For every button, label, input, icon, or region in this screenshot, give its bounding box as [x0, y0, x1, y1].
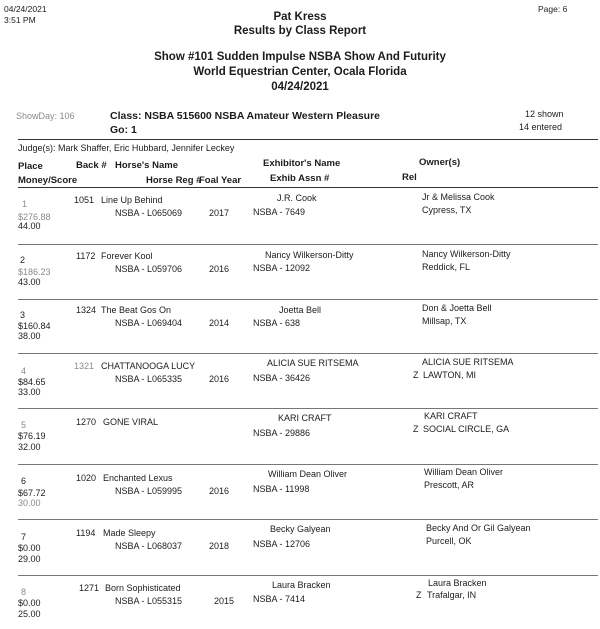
- row-location: LAWTON, MI: [423, 370, 477, 380]
- row-place: 7: [21, 532, 27, 542]
- result-row: [0, 522, 600, 578]
- row-location: Reddick, FL: [422, 262, 471, 272]
- row-divider: [18, 464, 598, 465]
- row-owner: William Dean Oliver: [424, 467, 504, 477]
- row-score: 33.00: [18, 387, 41, 397]
- col-horse-name: Horse's Name: [115, 160, 178, 171]
- row-back: 1324: [76, 305, 97, 315]
- show-venue: World Equestrian Center, Ocala Florida: [193, 66, 407, 78]
- row-divider: [18, 353, 598, 354]
- row-exhibitor: Becky Galyean: [270, 524, 331, 534]
- row-divider: [18, 575, 598, 576]
- row-assn: NSBA - 36426: [253, 373, 311, 383]
- col-back: Back #: [76, 160, 107, 171]
- row-divider: [18, 244, 598, 245]
- row-foal: 2016: [209, 486, 230, 496]
- row-foal: 2016: [209, 264, 230, 274]
- class-title: Class: NSBA 515600 NSBA Amateur Western Pleasure: [110, 110, 381, 122]
- row-place: 8: [21, 587, 27, 597]
- result-row: [0, 190, 600, 246]
- row-score: 44.00: [18, 221, 41, 231]
- row-foal: 2018: [209, 541, 230, 551]
- row-money: $67.72: [18, 488, 46, 498]
- row-location: SOCIAL CIRCLE, GA: [423, 424, 510, 434]
- row-assn: NSBA - 11998: [253, 484, 310, 494]
- result-row: [0, 578, 600, 629]
- col-rel: Rel: [402, 172, 417, 183]
- row-money: $84.65: [18, 377, 46, 387]
- row-owner: ALICIA SUE RITSEMA: [422, 357, 514, 367]
- row-score: 30.00: [18, 498, 41, 508]
- row-horse: Forever Kool: [101, 251, 153, 261]
- row-score: 25.00: [18, 609, 41, 619]
- row-rel: Z: [413, 424, 419, 434]
- row-location: Purcell, OK: [426, 536, 472, 546]
- row-money: $76.19: [18, 431, 46, 441]
- row-foal: 2016: [209, 374, 230, 384]
- print-date: 04/24/2021: [4, 4, 47, 14]
- row-exhibitor: ALICIA SUE RITSEMA: [267, 358, 359, 368]
- row-owner: Jr & Melissa Cook: [422, 192, 495, 202]
- go-number: Go: 1: [110, 124, 137, 136]
- col-owners: Owner(s): [419, 157, 461, 168]
- row-exhibitor: William Dean Oliver: [268, 469, 348, 479]
- col-money-score: Money/Score: [18, 175, 78, 186]
- show-day: ShowDay: 106: [16, 111, 75, 121]
- shown-count: 12 shown: [525, 109, 564, 119]
- row-score: 29.00: [18, 554, 41, 564]
- report-type: Results by Class Report: [233, 25, 367, 37]
- row-location: Cypress, TX: [422, 205, 472, 215]
- col-place: Place: [18, 161, 43, 172]
- result-row: [0, 247, 600, 303]
- row-score: 32.00: [18, 442, 41, 452]
- row-horse: GONE VIRAL: [103, 417, 159, 427]
- row-assn: NSBA - 7649: [253, 207, 306, 217]
- row-reg: NSBA - L068037: [115, 541, 183, 551]
- row-divider: [18, 519, 598, 520]
- row-place: 6: [21, 476, 27, 486]
- result-row: [0, 302, 600, 358]
- row-money: $0.00: [18, 598, 41, 608]
- row-place: 5: [21, 420, 27, 430]
- row-exhibitor: Nancy Wilkerson-Ditty: [265, 250, 354, 260]
- row-location: Millsap, TX: [422, 316, 467, 326]
- row-owner: Don & Joetta Bell: [422, 303, 492, 313]
- row-foal: 2017: [209, 208, 230, 218]
- row-exhibitor: J.R. Cook: [277, 193, 317, 203]
- row-horse: Line Up Behind: [101, 195, 163, 205]
- row-divider: [18, 299, 598, 300]
- row-score: 38.00: [18, 331, 41, 341]
- row-back: 1271: [79, 583, 100, 593]
- row-assn: NSBA - 7414: [253, 594, 306, 604]
- row-place: 1: [22, 199, 28, 209]
- row-back: 1051: [74, 195, 95, 205]
- row-location: Prescott, AR: [424, 480, 475, 490]
- row-location: Trafalgar, IN: [427, 590, 477, 600]
- row-foal: 2015: [214, 596, 235, 606]
- row-horse: CHATTANOOGA LUCY: [101, 361, 196, 371]
- row-reg: NSBA - L065335: [115, 374, 183, 384]
- row-place: 3: [20, 310, 26, 320]
- row-reg: NSBA - L065069: [115, 208, 183, 218]
- row-exhibitor: KARI CRAFT: [278, 413, 332, 423]
- row-owner: Becky And Or Gil Galyean: [426, 523, 531, 533]
- result-row: [0, 467, 600, 523]
- row-assn: NSBA - 12092: [253, 263, 311, 273]
- row-back: 1194: [76, 528, 96, 538]
- row-divider: [18, 408, 598, 409]
- row-reg: NSBA - L069404: [115, 318, 183, 328]
- judges: Judge(s): Mark Shaffer, Eric Hubbard, Jennifer Leckey: [18, 143, 235, 153]
- row-back: 1270: [76, 417, 97, 427]
- show-date: 04/24/2021: [271, 81, 329, 93]
- row-money: $160.84: [18, 321, 51, 331]
- row-exhibitor: Joetta Bell: [279, 305, 322, 315]
- row-money: $186.23: [18, 267, 51, 277]
- row-back: 1172: [76, 251, 96, 261]
- row-assn: NSBA - 29886: [253, 428, 311, 438]
- row-assn: NSBA - 12706: [253, 539, 311, 549]
- row-horse: The Beat Gos On: [101, 305, 172, 315]
- entered-count: 14 entered: [519, 122, 563, 132]
- result-row: [0, 411, 600, 467]
- row-owner: Nancy Wilkerson-Ditty: [422, 249, 511, 259]
- row-horse: Made Sleepy: [103, 528, 156, 538]
- row-horse: Enchanted Lexus: [103, 473, 173, 483]
- header-divider: [18, 187, 598, 188]
- row-reg: NSBA - L055315: [115, 596, 183, 606]
- result-row: [0, 357, 600, 413]
- row-back: 1020: [76, 473, 97, 483]
- col-foal-year: Foal Year: [199, 175, 242, 186]
- class-divider: [18, 139, 598, 140]
- row-reg: NSBA - L059995: [115, 486, 183, 496]
- col-horse-reg: Horse Reg #: [146, 175, 202, 186]
- col-exhibitor-name: Exhibitor's Name: [263, 158, 341, 169]
- row-assn: NSBA - 638: [253, 318, 301, 328]
- row-money: $276.88: [18, 212, 51, 222]
- row-owner: KARI CRAFT: [424, 411, 478, 421]
- print-time: 3:51 PM: [4, 15, 36, 25]
- row-back: 1321: [74, 361, 95, 371]
- show-name: Show #101 Sudden Impulse NSBA Show And Futurity: [154, 51, 446, 63]
- row-owner: Laura Bracken: [428, 578, 487, 588]
- row-rel: Z: [413, 370, 419, 380]
- row-rel: Z: [416, 590, 422, 600]
- row-place: 4: [21, 366, 27, 376]
- row-exhibitor: Laura Bracken: [272, 580, 331, 590]
- row-foal: 2014: [209, 318, 230, 328]
- row-place: 2: [20, 255, 26, 265]
- row-money: $0.00: [18, 543, 41, 553]
- page-number: Page: 6: [538, 4, 568, 14]
- row-horse: Born Sophisticated: [105, 583, 181, 593]
- report-owner: Pat Kress: [273, 11, 327, 23]
- col-exhib-assn: Exhib Assn #: [270, 173, 330, 184]
- row-score: 43.00: [18, 277, 41, 287]
- row-reg: NSBA - L059706: [115, 264, 183, 274]
